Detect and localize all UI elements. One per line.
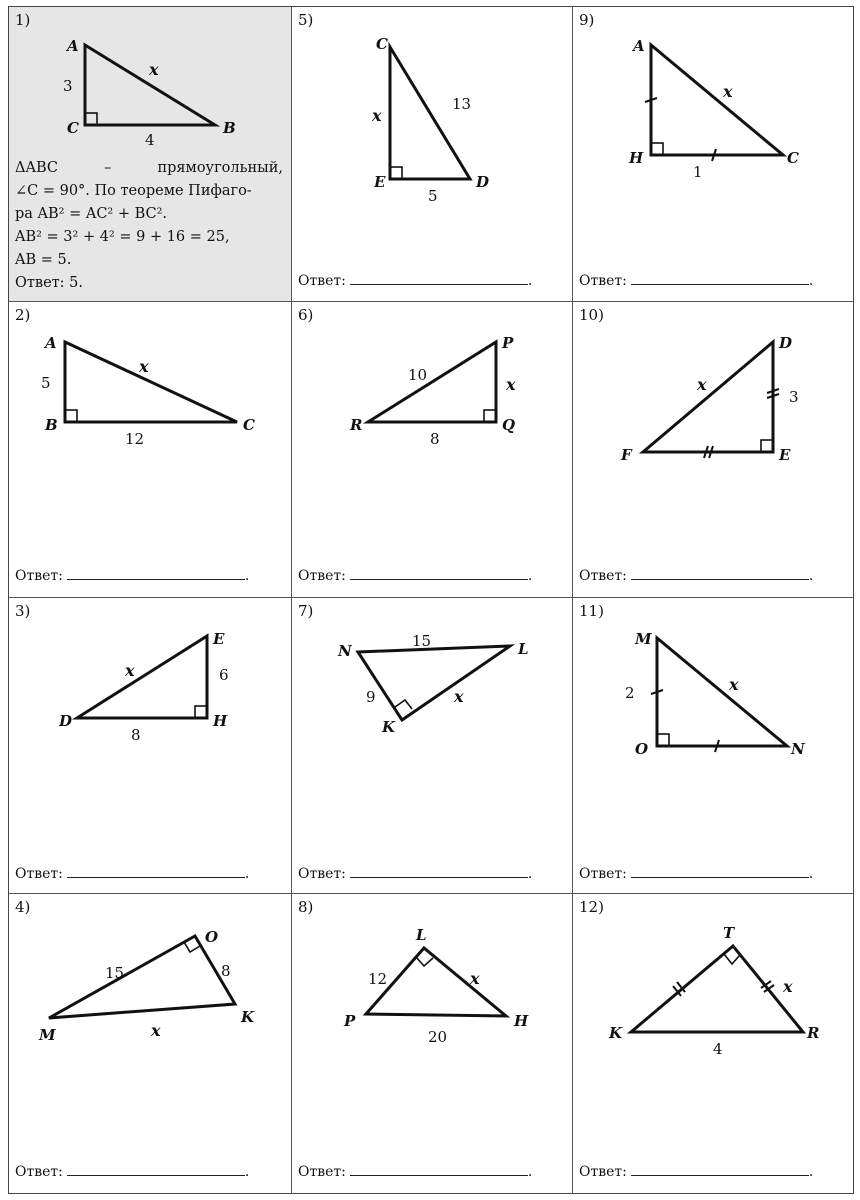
answer-label: Ответ:	[298, 1164, 346, 1180]
triangle-shape	[390, 47, 470, 179]
answer-label: Ответ:	[15, 1164, 63, 1180]
answer-label: Ответ:	[298, 273, 346, 289]
solution-line: ра AB² = AC² + BC².	[15, 206, 168, 222]
side-label: 10	[408, 366, 428, 384]
vertex-label: E	[374, 173, 386, 191]
triangle-figure-12	[573, 894, 853, 1193]
triangle-shape	[358, 646, 510, 720]
problem-cell-4	[9, 894, 291, 1193]
side-label: 6	[219, 666, 229, 684]
right-angle-mark	[65, 410, 77, 422]
problem-number: 10)	[579, 306, 604, 324]
vertex-label: C	[376, 35, 388, 53]
right-angle-mark	[390, 167, 402, 179]
vertex-label: A	[633, 37, 645, 55]
vertex-label: E	[779, 446, 791, 464]
unknown-side-label: x	[697, 375, 707, 394]
unknown-side-label: x	[470, 969, 480, 988]
triangle-figure-6	[292, 302, 572, 597]
vertex-label: E	[213, 630, 225, 648]
side-label: 8	[131, 726, 141, 744]
problem-number: 7)	[298, 602, 314, 620]
answer-blank[interactable]	[67, 1174, 245, 1176]
problem-cell-7	[292, 598, 572, 893]
solution-line: AB² = 3² + 4² = 9 + 16 = 25,	[15, 229, 230, 245]
vertex-label: H	[514, 1012, 529, 1030]
problem-cell-2	[9, 302, 291, 597]
vertex-label: O	[205, 928, 219, 946]
problem-number: 9)	[579, 11, 595, 29]
side-label: 12	[125, 430, 145, 448]
triangle-shape	[643, 342, 773, 452]
answer-blank[interactable]	[350, 1174, 528, 1176]
problem-number: 11)	[579, 602, 604, 620]
side-label: 5	[41, 374, 51, 392]
triangle-shape	[77, 636, 207, 718]
answer-label: Ответ:	[579, 866, 627, 882]
vertex-label: D	[476, 173, 490, 191]
answer-line: Ответ: .	[298, 1164, 533, 1180]
side-label: 4	[145, 131, 155, 149]
triangle-figure-8	[292, 894, 572, 1193]
triangle-figure-11	[573, 598, 853, 893]
vertex-label: M	[635, 630, 652, 648]
answer-blank[interactable]	[67, 578, 245, 580]
vertex-label: A	[67, 37, 79, 55]
unknown-side-label: x	[454, 687, 464, 706]
problem-number: 4)	[15, 898, 31, 916]
unknown-side-label: x	[506, 375, 516, 394]
triangle-shape	[65, 342, 237, 422]
answer-blank[interactable]	[350, 876, 528, 878]
solution-line: Ответ: 5.	[15, 275, 84, 291]
worksheet	[8, 6, 854, 1194]
answer-blank[interactable]	[631, 283, 809, 285]
side-label: 2	[625, 684, 635, 702]
right-angle-mark	[651, 143, 663, 155]
answer-line: Ответ: .	[15, 1164, 250, 1180]
problem-cell-5	[292, 7, 572, 301]
unknown-side-label: x	[151, 1021, 161, 1040]
answer-line: Ответ: .	[579, 273, 814, 289]
right-angle-mark	[761, 440, 773, 452]
right-angle-mark	[484, 410, 496, 422]
answer-label: Ответ:	[15, 866, 63, 882]
triangle-figure-7	[292, 598, 572, 893]
answer-line: Ответ: .	[15, 568, 250, 584]
answer-label: Ответ:	[579, 1164, 627, 1180]
right-angle-mark	[395, 700, 412, 709]
unknown-side-label: x	[372, 106, 382, 125]
problem-number: 12)	[579, 898, 604, 916]
triangle-figure-10	[573, 302, 853, 597]
vertex-label: F	[621, 446, 632, 464]
problem-number: 2)	[15, 306, 31, 324]
vertex-label: C	[243, 416, 255, 434]
unknown-side-label: x	[139, 357, 149, 376]
triangle-figure-4	[9, 894, 291, 1193]
problem-number: 6)	[298, 306, 314, 324]
problem-cell-12	[573, 894, 853, 1193]
side-label: 4	[713, 1040, 723, 1058]
answer-label: Ответ:	[579, 273, 627, 289]
vertex-label: B	[223, 119, 236, 137]
answer-line: Ответ: .	[298, 866, 533, 882]
vertex-label: H	[629, 149, 644, 167]
answer-blank[interactable]	[350, 283, 528, 285]
side-label: 9	[366, 688, 376, 706]
problem-cell-11	[573, 598, 853, 893]
answer-blank[interactable]	[350, 578, 528, 580]
triangle-figure-5	[292, 7, 572, 301]
answer-blank[interactable]	[631, 1174, 809, 1176]
side-label: 15	[412, 632, 432, 650]
problem-cell-9	[573, 7, 853, 301]
triangle-shape	[368, 342, 496, 422]
right-angle-mark	[724, 954, 740, 964]
vertex-label: N	[791, 740, 805, 758]
side-label: 1	[693, 163, 703, 181]
vertex-label: Q	[502, 416, 516, 434]
right-angle-mark	[184, 942, 200, 952]
triangle-shape	[651, 45, 783, 155]
answer-blank[interactable]	[631, 578, 809, 580]
unknown-side-label: x	[125, 661, 135, 680]
side-label: 3	[63, 77, 73, 95]
vertex-label: D	[59, 712, 73, 730]
vertex-label: T	[723, 924, 735, 942]
unknown-side-label: x	[149, 60, 159, 79]
answer-blank[interactable]	[631, 876, 809, 878]
answer-blank[interactable]	[67, 876, 245, 878]
triangle-shape	[85, 45, 215, 125]
side-label: 20	[428, 1028, 448, 1046]
unknown-side-label: x	[729, 675, 739, 694]
right-angle-mark	[85, 113, 97, 125]
problem-number: 5)	[298, 11, 314, 29]
answer-label: Ответ:	[579, 568, 627, 584]
problem-number: 1)	[15, 11, 31, 29]
answer-label: Ответ:	[298, 866, 346, 882]
answer-line: Ответ: .	[15, 866, 250, 882]
vertex-label: K	[609, 1024, 623, 1042]
vertex-label: H	[213, 712, 228, 730]
answer-line: Ответ: .	[579, 1164, 814, 1180]
triangle-figure-3	[9, 598, 291, 893]
example-solution	[15, 157, 283, 295]
answer-line: Ответ: .	[579, 866, 814, 882]
right-angle-mark	[416, 957, 433, 966]
side-label: 15	[105, 964, 125, 982]
vertex-label: B	[45, 416, 58, 434]
problem-number: 8)	[298, 898, 314, 916]
problem-cell-6	[292, 302, 572, 597]
side-label: 8	[430, 430, 440, 448]
unknown-side-label: x	[783, 977, 793, 996]
problem-cell-8	[292, 894, 572, 1193]
vertex-label: L	[416, 926, 427, 944]
vertex-label: K	[382, 718, 396, 736]
right-angle-mark	[657, 734, 669, 746]
triangle-shape	[657, 638, 787, 746]
triangle-shape	[631, 946, 803, 1032]
vertex-label: R	[807, 1024, 820, 1042]
vertex-label: O	[635, 740, 649, 758]
vertex-label: C	[67, 119, 79, 137]
side-label: 13	[452, 95, 472, 113]
problem-number: 3)	[15, 602, 31, 620]
triangle-shape	[49, 936, 235, 1018]
answer-line: Ответ: .	[298, 568, 533, 584]
solution-line: ∠C = 90°. По теореме Пифаго-	[15, 183, 252, 199]
side-label: 5	[428, 187, 438, 205]
unknown-side-label: x	[723, 82, 733, 101]
vertex-label: R	[350, 416, 363, 434]
vertex-label: P	[344, 1012, 356, 1030]
vertex-label: K	[241, 1008, 255, 1026]
problem-cell-3	[9, 598, 291, 893]
problem-cell-1	[9, 7, 291, 301]
answer-label: Ответ:	[15, 568, 63, 584]
vertex-label: D	[779, 334, 793, 352]
answer-line: Ответ: .	[298, 273, 533, 289]
vertex-label: M	[39, 1026, 56, 1044]
solution-line: AB = 5.	[15, 252, 72, 268]
vertex-label: N	[338, 642, 352, 660]
problem-cell-10	[573, 302, 853, 597]
triangle-figure-2	[9, 302, 291, 597]
solution-line: ΔABC – прямоугольный,	[15, 160, 283, 176]
vertex-label: C	[787, 149, 799, 167]
vertex-label: A	[45, 334, 57, 352]
side-label: 8	[221, 962, 231, 980]
side-label: 3	[789, 388, 799, 406]
vertex-label: L	[518, 640, 529, 658]
side-label: 12	[368, 970, 388, 988]
answer-line: Ответ: .	[579, 568, 814, 584]
answer-label: Ответ:	[298, 568, 346, 584]
vertex-label: P	[502, 334, 514, 352]
triangle-figure-9	[573, 7, 853, 301]
right-angle-mark	[195, 706, 207, 718]
